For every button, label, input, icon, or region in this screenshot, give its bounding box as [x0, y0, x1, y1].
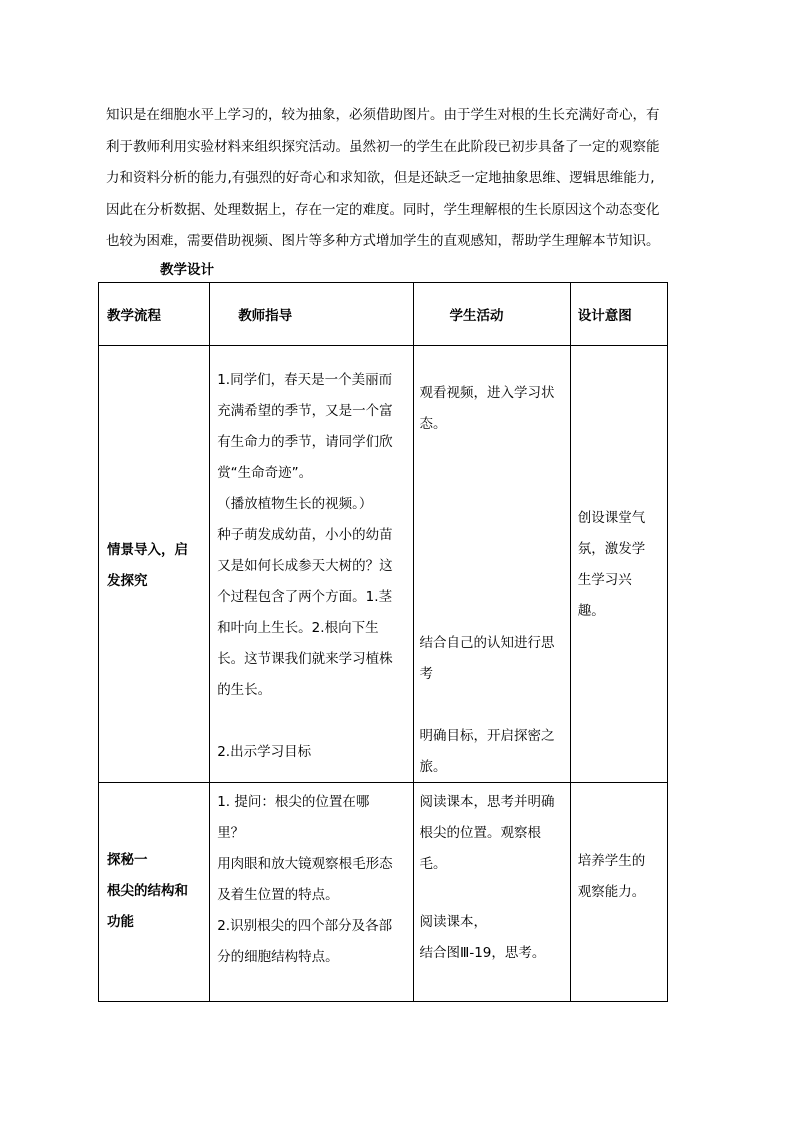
design-intent-text: 创设课堂气 氛，激发学 生学习兴 趣。 — [577, 510, 646, 619]
header-teacher-guide: 教师指导 — [210, 283, 413, 346]
header-process: 教学流程 — [99, 283, 210, 346]
intro-paragraph — [106, 100, 696, 258]
intro-line: 力和资料分析的能力,有强烈的好奇心和求知欲，但是还缺乏一定地抽象思维、逻辑思维能力, — [106, 170, 655, 186]
intent-cell — [570, 346, 667, 783]
stage-label: 情景导入，启 发探究 — [107, 542, 188, 589]
design-intent-text: 培养学生的 观察能力。 — [577, 853, 646, 900]
teaching-design-table — [98, 282, 668, 1002]
table-row — [99, 346, 668, 783]
teacher-guide-text: 1. 提问：根尖的位置在哪 里？ 用肉眼和放大镜观察根毛形态 及着生位置的特点。 2.识别根尖的四个部分及各部 分的细胞结构特点。 — [217, 794, 393, 965]
teacher-cell — [210, 346, 413, 783]
student-cell — [413, 346, 570, 783]
intent-cell — [570, 783, 667, 1002]
stage-cell — [99, 783, 210, 1002]
student-activity-text: 结合自己的认知进行思 考 — [419, 635, 555, 682]
intro-line: 知识是在细胞水平上学习的，较为抽象，必须借助图片。由于学生对根的生长充满好奇心，有 — [106, 107, 660, 123]
intro-line: 也较为困难，需要借助视频、图片等多种方式增加学生的直观感知，帮助学生理解本节知识。 — [106, 233, 660, 249]
header-student-activity: 学生活动 — [413, 283, 570, 346]
table-row — [99, 783, 668, 1002]
intro-line: 因此在分析数据、处理数据上，存在一定的难度。同时，学生理解根的生长原因这个动态变化 — [106, 201, 660, 218]
stage-label: 探秘一 根尖的结构和 功能 — [107, 852, 188, 930]
teacher-guide-text: 1.同学们，春天是一个美丽而 充满希望的季节，又是一个富 有生命力的季节，请同学们欣 赏“生命奇迹”。 （播放植物生长的视频。） 种子萌发成幼苗，小小的幼苗 又是如何长成参天大树的？这 个过程包含了两个方面。1.茎 和叶向上生长。2.根向下生 长。这节课我们就来学习植株 的生长。 2.出示学习目标 — [217, 372, 393, 760]
teacher-cell — [210, 783, 413, 1002]
header-design-intent: 设计意图 — [570, 283, 667, 346]
student-activity-text: 明确目标，开启探密之 旅。 — [419, 728, 555, 775]
section-title: 教学设计 — [160, 262, 214, 278]
student-cell — [413, 783, 570, 1002]
student-activity-text: 阅读课本， 结合图Ⅲ-19，思考。 — [419, 914, 546, 961]
stage-cell — [99, 346, 210, 783]
intro-line: 利于教师利用实验材料来组织探究活动。虽然初一的学生在此阶段已初步具备了一定的观察能 — [106, 138, 660, 155]
student-activity-text: 观看视频，进入学习状 态。 — [419, 385, 555, 432]
student-activity-text: 阅读课本，思考并明确 根尖的位置。观察根 毛。 — [419, 794, 555, 872]
table-header-row — [99, 283, 668, 346]
